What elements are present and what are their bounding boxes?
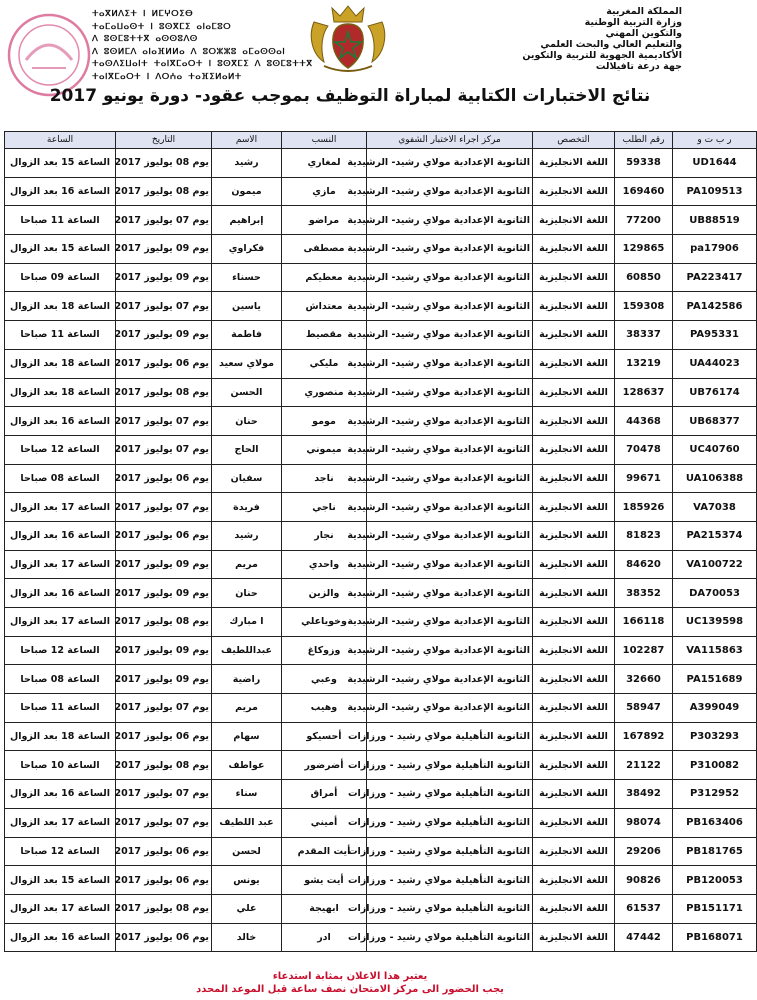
cell-time: الساعة 12 صباحا [5, 435, 116, 464]
cell-center: الثانوية الإعدادية مولاي رشيد- الرشيدية [367, 521, 533, 550]
cell-date: يوم 08 يوليوز 2017 [116, 378, 212, 407]
cell-num: 21122 [615, 751, 673, 780]
cell-fname: رشيد [212, 149, 282, 178]
header-fname: الاسم [212, 132, 282, 149]
cell-time: الساعة 12 صباحا [5, 837, 116, 866]
cell-lname: معطيكم [282, 263, 367, 292]
letterhead-line: والتكوين المهني [605, 28, 682, 39]
cell-date: يوم 08 يوليوز 2017 [116, 608, 212, 637]
cell-fname: لحسن [212, 837, 282, 866]
cell-lname: وهيب [282, 694, 367, 723]
cell-lname: معتداش [282, 292, 367, 321]
cell-date: يوم 08 يوليوز 2017 [116, 751, 212, 780]
cell-lname: مصطفى [282, 235, 367, 264]
cell-date: يوم 07 يوليوز 2017 [116, 780, 212, 809]
cell-lname: ناجي [282, 493, 367, 522]
table-row [5, 694, 757, 723]
cell-fname: عواطف [212, 751, 282, 780]
cell-spec: اللغة الانجليزية [533, 808, 615, 837]
cell-spec: اللغة الانجليزية [533, 263, 615, 292]
cell-center: الثانوية الإعدادية مولاي رشيد- الرشيدية [367, 149, 533, 178]
letterhead-line: جهة درعة تافيلالت [595, 61, 682, 72]
cell-fname: فاطمة [212, 321, 282, 350]
table-row [5, 263, 757, 292]
cell-center: الثانوية الإعدادية مولاي رشيد- الرشيدية [367, 263, 533, 292]
cell-num: 81823 [615, 521, 673, 550]
cell-spec: اللغة الانجليزية [533, 837, 615, 866]
cell-spec: اللغة الانجليزية [533, 149, 615, 178]
cell-lname: مومو [282, 407, 367, 436]
table-row [5, 235, 757, 264]
cell-num: 32660 [615, 665, 673, 694]
letterhead-line: ⴷ ⵓⵙⵎⵓⵜⵜⴳ ⴰⵙⵙⵓⴷⵙ [92, 34, 198, 44]
cell-center: الثانوية الإعدادية مولاي رشيد- الرشيدية [367, 177, 533, 206]
cell-fname: راضية [212, 665, 282, 694]
notice-footer [0, 970, 700, 996]
cell-lname: ميموني [282, 435, 367, 464]
cell-spec: اللغة الانجليزية [533, 407, 615, 436]
cell-num: 77200 [615, 206, 673, 235]
cell-code: VA7038 [673, 493, 757, 522]
cell-spec: اللغة الانجليزية [533, 235, 615, 264]
cell-spec: اللغة الانجليزية [533, 608, 615, 637]
cell-lname: مازي [282, 177, 367, 206]
cell-fname: حنان [212, 579, 282, 608]
table-row [5, 780, 757, 809]
cell-center: الثانوية الإعدادية مولاي رشيد- الرشيدية [367, 321, 533, 350]
cell-center: الثانوية التأهيلية مولاي رشيد - ورزازات [367, 866, 533, 895]
cell-date: يوم 07 يوليوز 2017 [116, 407, 212, 436]
cell-code: UB76174 [673, 378, 757, 407]
cell-date: يوم 06 يوليوز 2017 [116, 722, 212, 751]
cell-center: الثانوية التأهيلية مولاي رشيد - ورزازات [367, 837, 533, 866]
cell-date: يوم 06 يوليوز 2017 [116, 349, 212, 378]
cell-center: الثانوية الإعدادية مولاي رشيد- الرشيدية [367, 608, 533, 637]
cell-time: الساعة 16 بعد الزوال [5, 923, 116, 952]
letterhead-line: ⴷ ⵓⵙⵍⵎⴷ ⴰⵏⴰⴼⵍⵍⴰ ⴷ ⵓⵔⵣⵣⵓ ⴰⵎⴰⵙⵙⴰⵏ [92, 46, 286, 57]
cell-time: الساعة 12 صباحا [5, 636, 116, 665]
cell-code: UB68377 [673, 407, 757, 436]
cell-date: يوم 06 يوليوز 2017 [116, 521, 212, 550]
cell-spec: اللغة الانجليزية [533, 722, 615, 751]
cell-code: PA109513 [673, 177, 757, 206]
cell-fname: فكراوي [212, 235, 282, 264]
cell-code: A399049 [673, 694, 757, 723]
cell-spec: اللغة الانجليزية [533, 780, 615, 809]
cell-time: الساعة 18 بعد الزوال [5, 349, 116, 378]
cell-code: DA70053 [673, 579, 757, 608]
cell-center: الثانوية الإعدادية مولاي رشيد- الرشيدية [367, 206, 533, 235]
cell-lname: نجار [282, 521, 367, 550]
table-row [5, 866, 757, 895]
cell-lname: أيت المقدم [282, 837, 367, 866]
cell-time: الساعة 16 بعد الزوال [5, 579, 116, 608]
cell-num: 38337 [615, 321, 673, 350]
cell-time: الساعة 16 بعد الزوال [5, 521, 116, 550]
cell-fname: رشيد [212, 521, 282, 550]
cell-lname: أحسيكو [282, 722, 367, 751]
cell-spec: اللغة الانجليزية [533, 579, 615, 608]
table-row [5, 149, 757, 178]
letterhead-line: المملكة المغربية [606, 6, 682, 17]
cell-time: الساعة 08 صباحا [5, 464, 116, 493]
cell-time: الساعة 17 بعد الزوال [5, 493, 116, 522]
cell-lname: أمراق [282, 780, 367, 809]
cell-fname: علي [212, 894, 282, 923]
cell-lname: أضرضور [282, 751, 367, 780]
cell-lname: والزين [282, 579, 367, 608]
cell-fname: ميمون [212, 177, 282, 206]
cell-code: PB151171 [673, 894, 757, 923]
table-row [5, 722, 757, 751]
cell-time: الساعة 18 بعد الزوال [5, 722, 116, 751]
letterhead-line: الأكاديمية الجهوية للتربية والتكوين [522, 50, 682, 61]
letterhead-line: وزارة التربية الوطنية [584, 17, 682, 28]
notice-line: يجب الحضور الى مركز الامتحان نصف ساعة قبل الموعد المحدد [196, 984, 504, 995]
table-row [5, 808, 757, 837]
letterhead-line: ⵜⴰⵙⴷⵉⵡⴰⵏⵜ ⵜⴰⵏⴳⵎⴰⵔⵜ ⵏ ⵓⵙⴳⵎⵉ ⴷ ⵓⵙⵎⵓⵜⵜⴳ [92, 59, 313, 69]
cell-date: يوم 06 يوليوز 2017 [116, 837, 212, 866]
cell-fname: فريدة [212, 493, 282, 522]
letterhead-tifinagh [92, 8, 342, 83]
cell-time: الساعة 15 بعد الزوال [5, 149, 116, 178]
letterhead-arabic [432, 6, 682, 72]
cell-lname: منصوري [282, 378, 367, 407]
cell-code: PB168071 [673, 923, 757, 952]
cell-spec: اللغة الانجليزية [533, 636, 615, 665]
notice-line: يعتبر هذا الاعلان بمثابة استدعاء [272, 971, 428, 982]
cell-code: PA95331 [673, 321, 757, 350]
cell-lname: أميني [282, 808, 367, 837]
cell-spec: اللغة الانجليزية [533, 177, 615, 206]
cell-lname: أيت يشو [282, 866, 367, 895]
cell-spec: اللغة الانجليزية [533, 206, 615, 235]
table-row [5, 464, 757, 493]
cell-time: الساعة 17 بعد الزوال [5, 608, 116, 637]
cell-date: يوم 07 يوليوز 2017 [116, 694, 212, 723]
cell-date: يوم 09 يوليوز 2017 [116, 636, 212, 665]
cell-num: 167892 [615, 722, 673, 751]
cell-spec: اللغة الانجليزية [533, 493, 615, 522]
cell-code: PA151689 [673, 665, 757, 694]
cell-lname: مقصيط [282, 321, 367, 350]
letterhead [0, 0, 700, 82]
cell-spec: اللغة الانجليزية [533, 894, 615, 923]
results-table [4, 131, 757, 952]
cell-date: يوم 07 يوليوز 2017 [116, 493, 212, 522]
cell-code: PA142586 [673, 292, 757, 321]
cell-center: الثانوية الإعدادية مولاي رشيد- الرشيدية [367, 349, 533, 378]
header-center: مركز اجراء الاختبار الشفوي [367, 132, 533, 149]
cell-time: الساعة 11 صباحا [5, 694, 116, 723]
table-row [5, 378, 757, 407]
cell-code: UD1644 [673, 149, 757, 178]
cell-center: الثانوية الإعدادية مولاي رشيد- الرشيدية [367, 579, 533, 608]
cell-num: 185926 [615, 493, 673, 522]
table-row [5, 493, 757, 522]
cell-num: 169460 [615, 177, 673, 206]
cell-spec: اللغة الانجليزية [533, 923, 615, 952]
cell-spec: اللغة الانجليزية [533, 292, 615, 321]
cell-center: الثانوية التأهيلية مولاي رشيد - ورزازات [367, 751, 533, 780]
cell-num: 99671 [615, 464, 673, 493]
table-row [5, 435, 757, 464]
cell-code: UC139598 [673, 608, 757, 637]
cell-code: P310082 [673, 751, 757, 780]
cell-num: 38492 [615, 780, 673, 809]
cell-fname: يونس [212, 866, 282, 895]
letterhead-line: والتعليم العالي والبحث العلمي [540, 39, 682, 50]
cell-fname: حنان [212, 407, 282, 436]
cell-num: 166118 [615, 608, 673, 637]
cell-num: 98074 [615, 808, 673, 837]
table-row [5, 321, 757, 350]
cell-center: الثانوية الإعدادية مولاي رشيد- الرشيدية [367, 665, 533, 694]
cell-lname: مراضو [282, 206, 367, 235]
cell-lname: لمغاري [282, 149, 367, 178]
cell-code: VA115863 [673, 636, 757, 665]
header-time: الساعة [5, 132, 116, 149]
cell-code: UA44023 [673, 349, 757, 378]
cell-spec: اللغة الانجليزية [533, 665, 615, 694]
cell-spec: اللغة الانجليزية [533, 349, 615, 378]
cell-num: 90826 [615, 866, 673, 895]
table-row [5, 608, 757, 637]
cell-date: يوم 06 يوليوز 2017 [116, 866, 212, 895]
cell-center: الثانوية التأهيلية مولاي رشيد - ورزازات [367, 808, 533, 837]
cell-num: 129865 [615, 235, 673, 264]
table-row [5, 407, 757, 436]
table-row [5, 923, 757, 952]
cell-lname: ابهيجة [282, 894, 367, 923]
cell-date: يوم 09 يوليوز 2017 [116, 235, 212, 264]
table-row [5, 579, 757, 608]
cell-spec: اللغة الانجليزية [533, 694, 615, 723]
cell-fname: إبراهيم [212, 206, 282, 235]
cell-date: يوم 09 يوليوز 2017 [116, 550, 212, 579]
cell-code: PA215374 [673, 521, 757, 550]
cell-time: الساعة 18 بعد الزوال [5, 292, 116, 321]
cell-spec: اللغة الانجليزية [533, 751, 615, 780]
cell-code: VA100722 [673, 550, 757, 579]
cell-num: 60850 [615, 263, 673, 292]
cell-code: PB120053 [673, 866, 757, 895]
cell-num: 47442 [615, 923, 673, 952]
cell-code: PB181765 [673, 837, 757, 866]
cell-num: 38352 [615, 579, 673, 608]
cell-num: 13219 [615, 349, 673, 378]
cell-time: الساعة 11 صباحا [5, 321, 116, 350]
cell-num: 70478 [615, 435, 673, 464]
cell-time: الساعة 16 بعد الزوال [5, 780, 116, 809]
cell-lname: واحدي [282, 550, 367, 579]
cell-center: الثانوية الإعدادية مولاي رشيد- الرشيدية [367, 435, 533, 464]
cell-code: P303293 [673, 722, 757, 751]
cell-num: 102287 [615, 636, 673, 665]
cell-center: الثانوية الإعدادية مولاي رشيد- الرشيدية [367, 378, 533, 407]
cell-spec: اللغة الانجليزية [533, 321, 615, 350]
table-row [5, 837, 757, 866]
cell-date: يوم 07 يوليوز 2017 [116, 206, 212, 235]
cell-fname: مريم [212, 550, 282, 579]
cell-lname: ادر [282, 923, 367, 952]
page-title: نتائج الاختبارات الكتابية لمباراة التوظيف بموجب عقود- دورة يونيو 2017 [49, 86, 651, 106]
cell-date: يوم 08 يوليوز 2017 [116, 894, 212, 923]
cell-time: الساعة 15 بعد الزوال [5, 866, 116, 895]
cell-num: 84620 [615, 550, 673, 579]
cell-center: الثانوية الإعدادية مولاي رشيد- الرشيدية [367, 636, 533, 665]
cell-time: الساعة 18 بعد الزوال [5, 378, 116, 407]
cell-fname: سهام [212, 722, 282, 751]
cell-lname: وعبي [282, 665, 367, 694]
cell-num: 44368 [615, 407, 673, 436]
cell-center: الثانوية الإعدادية مولاي رشيد- الرشيدية [367, 235, 533, 264]
cell-center: الثانوية التأهيلية مولاي رشيد - ورزازات [367, 780, 533, 809]
cell-spec: اللغة الانجليزية [533, 464, 615, 493]
cell-fname: ياسين [212, 292, 282, 321]
cell-num: 29206 [615, 837, 673, 866]
cell-fname: حسناء [212, 263, 282, 292]
header-code: ر ب ت و [673, 132, 757, 149]
cell-fname: خالد [212, 923, 282, 952]
table-row [5, 292, 757, 321]
cell-center: الثانوية الإعدادية مولاي رشيد- الرشيدية [367, 407, 533, 436]
cell-date: يوم 07 يوليوز 2017 [116, 435, 212, 464]
cell-code: UC40760 [673, 435, 757, 464]
table-row [5, 894, 757, 923]
cell-date: يوم 07 يوليوز 2017 [116, 808, 212, 837]
cell-code: PA223417 [673, 263, 757, 292]
cell-lname: وزوكاغ [282, 636, 367, 665]
cell-center: الثانوية التأهيلية مولاي رشيد - ورزازات [367, 923, 533, 952]
cell-fname: الحاج [212, 435, 282, 464]
cell-fname: مريم [212, 694, 282, 723]
cell-date: يوم 08 يوليوز 2017 [116, 149, 212, 178]
letterhead-line: ⵜⴰⵏⴳⵎⴰⵔⵜ ⵏ ⴷⵔⵄⴰ ⵜⴰⴼⵉⵍⴰⵍⵜ [92, 71, 242, 82]
table-row [5, 521, 757, 550]
table-row [5, 177, 757, 206]
table-row [5, 206, 757, 235]
cell-num: 58947 [615, 694, 673, 723]
cell-center: الثانوية التأهيلية مولاي رشيد - ورزازات [367, 894, 533, 923]
cell-fname: الحسن [212, 378, 282, 407]
cell-spec: اللغة الانجليزية [533, 435, 615, 464]
letterhead-line: ⵜⴰⴳⵍⴷⵉⵜ ⵏ ⵍⵎⵖⵔⵉⴱ [92, 9, 194, 19]
cell-code: UB88519 [673, 206, 757, 235]
cell-time: الساعة 08 صباحا [5, 665, 116, 694]
cell-time: الساعة 09 صباحا [5, 263, 116, 292]
cell-center: الثانوية الإعدادية مولاي رشيد- الرشيدية [367, 550, 533, 579]
cell-date: يوم 09 يوليوز 2017 [116, 321, 212, 350]
cell-num: 128637 [615, 378, 673, 407]
cell-center: الثانوية الإعدادية مولاي رشيد- الرشيدية [367, 493, 533, 522]
cell-time: الساعة 17 بعد الزوال [5, 550, 116, 579]
cell-fname: ا مبارك [212, 608, 282, 637]
cell-time: الساعة 10 صباحا [5, 751, 116, 780]
cell-spec: اللغة الانجليزية [533, 378, 615, 407]
cell-num: 159308 [615, 292, 673, 321]
header-num: رقم الطلب [615, 132, 673, 149]
header-lname: النسب [282, 132, 367, 149]
cell-code: PB163406 [673, 808, 757, 837]
cell-time: الساعة 16 بعد الزوال [5, 177, 116, 206]
cell-lname: مليكي [282, 349, 367, 378]
cell-fname: مولاي سعيد [212, 349, 282, 378]
table-row [5, 349, 757, 378]
cell-fname: عبد اللطيف [212, 808, 282, 837]
cell-spec: اللغة الانجليزية [533, 521, 615, 550]
cell-lname: ناجد [282, 464, 367, 493]
cell-center: الثانوية الإعدادية مولاي رشيد- الرشيدية [367, 292, 533, 321]
cell-fname: سناء [212, 780, 282, 809]
cell-date: يوم 09 يوليوز 2017 [116, 263, 212, 292]
header-spec: التخصص [533, 132, 615, 149]
cell-spec: اللغة الانجليزية [533, 866, 615, 895]
cell-num: 61537 [615, 894, 673, 923]
table-header-row [5, 132, 757, 149]
letterhead-line: ⵜⴰⵎⴰⵡⴰⵙⵜ ⵏ ⵓⵙⴳⵎⵉ ⴰⵏⴰⵎⵓⵔ [92, 21, 232, 32]
cell-code: P312952 [673, 780, 757, 809]
cell-num: 59338 [615, 149, 673, 178]
cell-center: الثانوية الإعدادية مولاي رشيد- الرشيدية [367, 694, 533, 723]
cell-time: الساعة 17 بعد الزوال [5, 808, 116, 837]
cell-time: الساعة 16 بعد الزوال [5, 407, 116, 436]
table-row [5, 636, 757, 665]
cell-date: يوم 06 يوليوز 2017 [116, 923, 212, 952]
table-row [5, 665, 757, 694]
cell-code: UA106388 [673, 464, 757, 493]
table-row [5, 751, 757, 780]
cell-code: pa17906 [673, 235, 757, 264]
header-date: التاريخ [116, 132, 212, 149]
cell-fname: سفيان [212, 464, 282, 493]
cell-fname: عبداللطيف [212, 636, 282, 665]
cell-date: يوم 09 يوليوز 2017 [116, 579, 212, 608]
cell-date: يوم 08 يوليوز 2017 [116, 177, 212, 206]
cell-date: يوم 07 يوليوز 2017 [116, 292, 212, 321]
table-row [5, 550, 757, 579]
cell-lname: وخوياعلي [282, 608, 367, 637]
cell-time: الساعة 11 صباحا [5, 206, 116, 235]
cell-date: يوم 09 يوليوز 2017 [116, 665, 212, 694]
cell-spec: اللغة الانجليزية [533, 550, 615, 579]
cell-center: الثانوية الإعدادية مولاي رشيد- الرشيدية [367, 464, 533, 493]
cell-time: الساعة 17 بعد الزوال [5, 894, 116, 923]
cell-center: الثانوية التأهيلية مولاي رشيد - ورزازات [367, 722, 533, 751]
cell-time: الساعة 15 بعد الزوال [5, 235, 116, 264]
cell-date: يوم 06 يوليوز 2017 [116, 464, 212, 493]
